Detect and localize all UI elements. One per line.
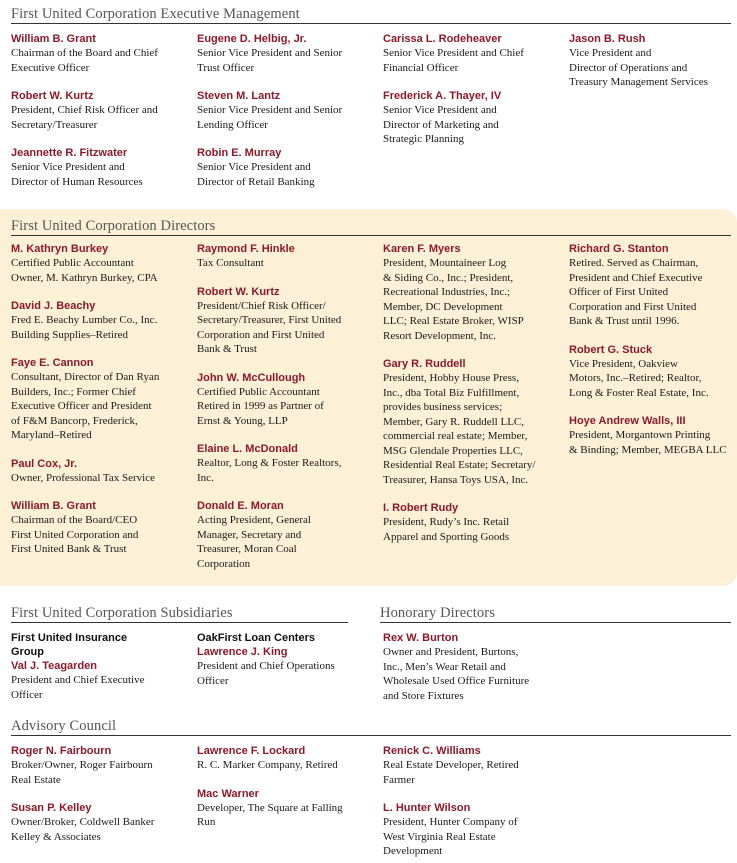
person-title: Tax Consultant <box>197 257 264 269</box>
person-title: Certified Public Accountant Owner, M. Kathryn Burkey, CPA <box>11 257 158 284</box>
person-name: Raymond F. Hinkle <box>197 243 295 255</box>
person-name: David J. Beachy <box>11 300 96 312</box>
advisory-column-3 <box>383 744 561 859</box>
directors-column-2 <box>197 242 375 571</box>
executive-column-4 <box>569 32 737 90</box>
person-name: Rex W. Burton <box>383 632 459 644</box>
person-name: L. Hunter Wilson <box>383 802 471 814</box>
person-entry <box>383 744 561 787</box>
person-title: Senior Vice President and Director of Human Resources <box>11 161 143 188</box>
person-entry <box>383 89 561 147</box>
person-title: President/Chief Risk Officer/ Secretary/Treasurer, First United Corporation and First United Bank & Trust <box>197 299 342 355</box>
person-title: Vice President, Oakview Motors, Inc.–Retired; Realtor, Long & Foster Real Estate, Inc. <box>569 357 709 399</box>
person-name: Steven M. Lantz <box>197 90 281 102</box>
subsidiaries-rule <box>11 622 348 623</box>
person-title: Senior Vice President and Chief Financial Officer <box>383 47 524 74</box>
person-title: President, Hobby House Press, Inc., dba Total Biz Fulfillment, provides business services; Member, Gary R. Ruddell LLC, commercial real estate; Member, MSG Glendale Properties LLC, Residential Real Estate; Secretary/ Treasurer, Hansa Toys USA, Inc. <box>383 372 536 486</box>
person-name: John W. McCullough <box>197 371 306 384</box>
person-name: Karen F. Myers <box>383 243 461 255</box>
person-title: President, Mountaineer Log & Siding Co., Inc.; President, Recreational Industries, Inc.; Member, DC Development LLC; Real Estate Broker, WISP Resort Development, Inc. <box>383 257 524 342</box>
person-name: Frederick A. Thayer, IV <box>383 90 502 102</box>
person-name: Susan P. Kelley <box>11 802 92 814</box>
directors-rule <box>11 235 731 236</box>
directors-column-3 <box>383 242 561 544</box>
person-entry <box>197 285 375 357</box>
person-entry <box>11 89 189 132</box>
person-title: Senior Vice President and Director of Retail Banking <box>197 161 315 188</box>
person-entry <box>11 499 189 557</box>
person-name: Carissa L. Rodeheaver <box>383 33 502 45</box>
person-entry <box>197 744 375 773</box>
honorary-section-title: Honorary Directors <box>380 605 495 621</box>
person-entry <box>11 356 189 443</box>
subsidiary-column-2 <box>197 631 375 688</box>
person-entry <box>11 32 189 75</box>
person-entry <box>383 501 561 544</box>
person-name: Faye E. Cannon <box>11 357 94 369</box>
person-title: Senior Vice President and Senior Lending Officer <box>197 104 343 131</box>
person-entry <box>197 242 375 271</box>
honorary-rule <box>380 622 731 623</box>
person-name: Hoye Andrew Walls, III <box>569 415 686 427</box>
person-entry <box>197 146 375 189</box>
advisory-rule <box>11 735 731 736</box>
person-title: Acting President, General Manager, Secretary and Treasurer, Moran Coal Corporation <box>197 514 311 570</box>
person-title: Owner and President, Burtons, Inc., Men’s Wear Retail and Wholesale Used Office Furniture and Store Fixtures <box>383 646 530 702</box>
person-entry <box>569 32 737 90</box>
person-title: Retired. Served as Chairman, President and Chief Executive Officer of First United Corporation and First United Bank & Trust until 1996. <box>569 257 703 327</box>
person-entry <box>11 801 189 844</box>
person-title: Owner/Broker, Coldwell Banker Kelley & Associates <box>11 816 155 843</box>
person-entry <box>197 442 375 485</box>
person-entry <box>383 242 561 343</box>
person-entry <box>197 89 375 132</box>
person-title: Chairman of the Board and Chief Executive Officer <box>11 47 158 74</box>
directors-section-title: First United Corporation Directors <box>11 218 216 234</box>
person-title: Developer, The Square at Falling Run <box>197 801 343 828</box>
person-title: Owner, Professional Tax Service <box>11 471 155 484</box>
person-entry <box>197 371 375 429</box>
person-name: Val J. Teagarden <box>11 660 98 672</box>
person-name: Paul Cox, Jr. <box>11 457 78 470</box>
person-entry <box>11 299 189 342</box>
person-entry <box>197 499 375 571</box>
person-title: Real Estate Developer, Retired Farmer <box>383 759 519 786</box>
executive-column-2 <box>197 32 375 189</box>
person-entry <box>569 242 737 329</box>
person-entry <box>569 414 737 457</box>
person-name: Jeannette R. Fitzwater <box>11 147 128 159</box>
person-entry <box>383 32 561 75</box>
person-title: Chairman of the Board/CEO First United Corporation and First United Bank & Trust <box>11 514 139 555</box>
person-name: Lawrence F. Lockard <box>197 745 306 757</box>
person-entry <box>383 631 561 703</box>
person-name: Robert W. Kurtz <box>197 285 280 298</box>
person-entry <box>383 801 561 859</box>
person-entry <box>11 146 189 189</box>
person-title: R. C. Marker Company, Retired <box>197 759 338 771</box>
directors-column-1 <box>11 242 189 557</box>
person-name: Eugene D. Helbig, Jr. <box>197 33 307 45</box>
person-name: Donald E. Moran <box>197 500 284 512</box>
person-name: Elaine L. McDonald <box>197 443 298 455</box>
person-name: Robert G. Stuck <box>569 343 653 356</box>
executive-section-title: First United Corporation Executive Management <box>11 6 300 22</box>
person-title: President, Morgantown Printing & Binding; Member, MEGBA LLC <box>569 429 727 456</box>
person-entry <box>383 357 561 487</box>
person-title: President, Hunter Company of West Virginia Real Estate Development <box>383 816 518 857</box>
subsidiaries-section-title: First United Corporation Subsidiaries <box>11 605 233 621</box>
person-title: Realtor, Long & Foster Realtors, Inc. <box>197 457 342 484</box>
executive-rule <box>11 23 731 24</box>
person-title: Senior Vice President and Director of Marketing and Strategic Planning <box>383 104 499 145</box>
honorary-column <box>383 631 561 703</box>
person-title: Certified Public Accountant Retired in 1999 as Partner of Ernst & Young, LLP <box>197 385 324 427</box>
person-name: Richard G. Stanton <box>569 243 669 255</box>
person-name: M. Kathryn Burkey <box>11 243 109 255</box>
person-name: William B. Grant <box>11 33 96 45</box>
person-entry <box>11 242 189 285</box>
person-name: I. Robert Rudy <box>383 502 459 514</box>
subsidiary-company: OakFirst Loan Centers <box>197 632 315 644</box>
person-title: Senior Vice President and Senior Trust Officer <box>197 47 343 74</box>
person-entry <box>11 457 189 486</box>
person-title: President and Chief Operations Officer <box>197 660 335 687</box>
person-name: William B. Grant <box>11 500 96 512</box>
person-entry <box>569 343 737 401</box>
person-title: Vice President and Director of Operations and Treasury Management Services <box>569 47 708 88</box>
executive-column-1 <box>11 32 189 189</box>
person-entry <box>197 32 375 75</box>
person-name: Mac Warner <box>197 787 259 800</box>
person-title: Consultant, Director of Dan Ryan Builders, Inc.; Former Chief Executive Officer and President of F&M Bancorp, Frederick, Maryland–Retired <box>11 371 160 441</box>
person-name: Gary R. Ruddell <box>383 358 466 370</box>
directors-column-4 <box>569 242 737 457</box>
person-name: Lawrence J. King <box>197 646 288 658</box>
person-name: Robin E. Murray <box>197 147 282 159</box>
subsidiary-company: First United Insurance Group <box>11 632 128 658</box>
executive-column-3 <box>383 32 561 147</box>
person-title: President, Rudy’s Inc. Retail Apparel and Sporting Goods <box>383 516 510 543</box>
person-entry <box>197 787 375 830</box>
subsidiary-column-1 <box>11 631 189 702</box>
person-entry <box>11 744 189 787</box>
person-name: Roger N. Fairbourn <box>11 745 112 757</box>
person-title: Broker/Owner, Roger Fairbourn Real Estate <box>11 759 153 786</box>
person-title: President and Chief Executive Officer <box>11 674 145 701</box>
person-title: President, Chief Risk Officer and Secretary/Treasurer <box>11 104 158 131</box>
advisory-column-2 <box>197 744 375 830</box>
person-name: Renick C. Williams <box>383 745 481 757</box>
person-title: Fred E. Beachy Lumber Co., Inc. Building Supplies–Retired <box>11 314 158 341</box>
advisory-column-1 <box>11 744 189 844</box>
person-name: Jason B. Rush <box>569 33 646 45</box>
person-name: Robert W. Kurtz <box>11 90 94 102</box>
advisory-section-title: Advisory Council <box>11 718 117 734</box>
